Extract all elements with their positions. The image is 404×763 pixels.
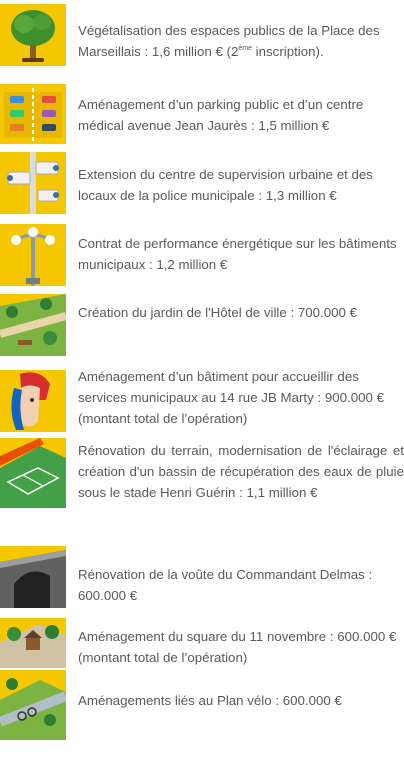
item-text: Contrat de performance énergétique sur les bâtiments municipaux : 1,2 million € <box>78 236 397 272</box>
item-text: Aménagements liés au Plan vélo : 600.000 € <box>78 693 342 708</box>
item-text: Végétalisation des espaces publics de la Place des Marseillais : 1,6 million € (2 <box>78 23 380 59</box>
item-text: Création du jardin de l'Hôtel de ville : 700.000 € <box>78 305 357 320</box>
item-text: Aménagement d’un bâtiment pour accueillir des services municipaux au 14 rue JB Marty : 900.000 € (montant total de l’opération) <box>78 369 384 426</box>
surveillance-camera-icon <box>0 152 66 214</box>
bike-plan-icon <box>0 670 66 740</box>
tree-icon <box>0 4 66 66</box>
parking-lot-icon <box>0 84 66 144</box>
stadium-icon <box>0 438 66 508</box>
square-park-icon <box>0 618 66 668</box>
garden-icon <box>0 294 66 356</box>
tunnel-vault-icon <box>0 546 66 608</box>
item-text: Rénovation de la voûte du Commandant Delmas : 600.000 € <box>78 567 373 603</box>
item-text: Extension du centre de supervision urbaine et des locaux de la police municipale : 1,3 million € <box>78 167 373 203</box>
marianne-icon <box>0 370 66 432</box>
item-text: Aménagement d’un parking public et d’un centre médical avenue Jean Jaurès : 1,5 million € <box>78 97 364 133</box>
superscript: ème <box>238 45 252 52</box>
item-text: Rénovation du terrain, modernisation de l'éclairage et création d'un bassin de récupération des eaux de pluie sous le stade Henri Guérin : 1,1 million € <box>78 443 404 500</box>
street-lamp-icon <box>0 224 66 286</box>
item-text-end: inscription). <box>251 44 324 59</box>
item-text: Aménagement du square du 11 novembre : 600.000 € (montant total de l’opération) <box>78 629 397 665</box>
